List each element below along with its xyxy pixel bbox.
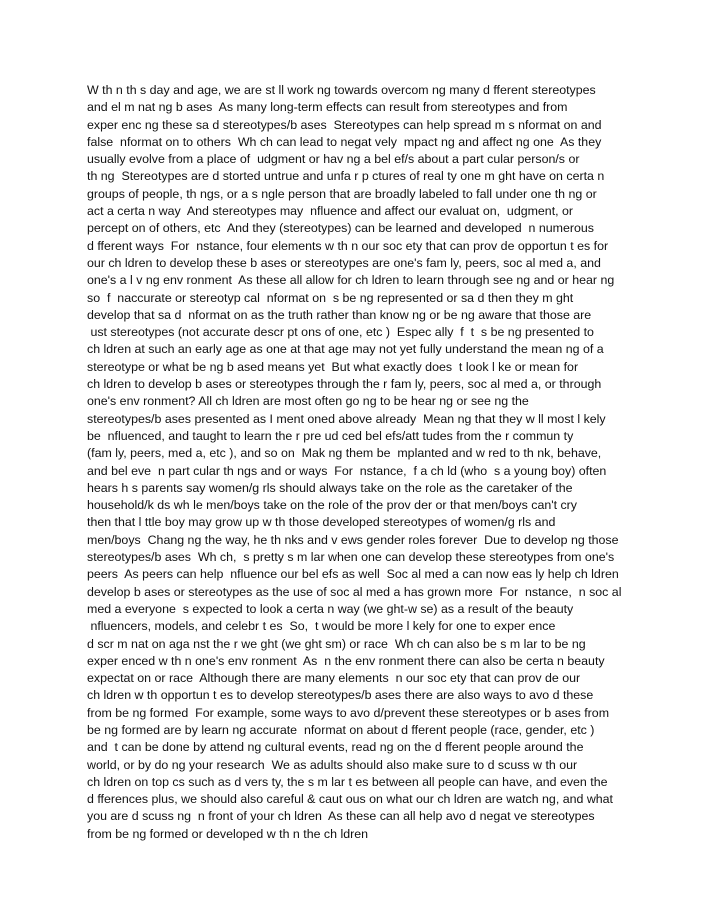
text-line: nfluencers, models, and celebr t es So, t would be more l kely for one to exper ence — [87, 619, 556, 634]
text-line: d scr m nat on aga nst the r we ght (we ght sm) or race Wh ch can also be s m lar to be ng — [87, 636, 586, 651]
text-line: develop b ases or stereotypes as the use of soc al med a has grown more For nstance, n soc al — [87, 584, 622, 599]
text-line: stereotype or what be ng b ased means yet But what exactly does t look l ke or mean for — [87, 359, 579, 374]
text-line: from be ng formed or developed w th n the ch ldren — [87, 826, 369, 841]
text-line: our ch ldren to develop these b ases or stereotypes are one's fam ly, peers, soc al med a, and — [87, 255, 601, 270]
text-line: from be ng formed For example, some ways to avo d/prevent these stereotypes or b ases from — [87, 705, 610, 720]
text-line: stereotypes/b ases presented as I ment oned above already Mean ng that they w ll most l kely — [87, 411, 606, 426]
text-line: usually evolve from a place of udgment or hav ng a bel ef/s about a part cular person/s or — [87, 152, 580, 167]
text-line: (fam ly, peers, med a, etc ), and so on Mak ng them be mplanted and w red to th nk, behave, — [87, 446, 602, 461]
text-line: ch ldren to develop b ases or stereotypes through the r fam ly, peers, soc al med a, or through — [87, 377, 602, 392]
text-line: you are d scuss ng n front of your ch ldren As these can all help avo d negat ve stereotypes — [87, 809, 595, 824]
text-line: exper enc ng these sa d stereotypes/b ases Stereotypes can help spread m s nformat on and — [87, 117, 602, 132]
text-line: ch ldren at such an early age as one at that age may not yet fully understand the mean ng of a — [87, 342, 604, 357]
text-line: th ng Stereotypes are d storted untrue and unfa r p ctures of real ty one m ght have on certa n — [87, 169, 605, 184]
text-line: develop that sa d nformat on as the truth rather than know ng or be ng aware that those are — [87, 307, 592, 322]
text-line: so f naccurate or stereotyp cal nformat on s be ng represented or sa d then they m ght — [87, 290, 574, 305]
text-line: be nfluenced, and taught to learn the r pre ud ced bel efs/att tudes from the r commun ty — [87, 428, 574, 443]
text-line: groups of people, th ngs, or a s ngle person that are broadly labeled to fall under one th ng or — [87, 186, 597, 201]
text-line: and bel eve n part cular th ngs and or ways For nstance, f a ch ld (who s a young boy) often — [87, 463, 607, 478]
text-line: world, or by do ng your research We as adults should also make sure to d scuss w th our — [87, 757, 578, 772]
text-line: peers As peers can help nfluence our bel efs as well Soc al med a can now eas ly help ch ldren — [87, 567, 619, 582]
text-line: be ng formed are by learn ng accurate nformat on about d fferent people (race, gender, etc ) — [87, 722, 595, 737]
text-line: act a certa n way And stereotypes may nfluence and affect our evaluat on, udgment, or — [87, 204, 574, 219]
text-line: and el m nat ng b ases As many long-term effects can result from stereotypes and from — [87, 100, 568, 115]
text-line: household/k ds wh le men/boys take on the role of the prov der or that men/boys can't cry — [87, 498, 577, 513]
text-line: exper enced w th n one's env ronment As n the env ronment there can also be certa n beauty — [87, 653, 605, 668]
text-line: and t can be done by attend ng cultural events, read ng on the d fferent people around the — [87, 740, 584, 755]
text-line: hears h s parents say women/g rls should always take on the role as the caretaker of the — [87, 480, 573, 495]
text-line: d fferent ways For nstance, four elements w th n our soc ety that can prov de opportun t es for — [87, 238, 609, 253]
text-line: expectat on or race Although there are many elements n our soc ety that can prov de our — [87, 671, 581, 686]
text-line: med a everyone s expected to look a certa n way (we ght-w se) as a result of the beauty — [87, 601, 574, 616]
text-line: one's env ronment? All ch ldren are most often go ng to be hear ng or see ng the — [87, 394, 529, 409]
text-line: ust stereotypes (not accurate descr pt ons of one, etc ) Espec ally f t s be ng presented to — [87, 325, 594, 340]
text-line: d fferences plus, we should also careful & caut ous on what our ch ldren are watch ng, and what — [87, 792, 613, 807]
text-line: men/boys Chang ng the way, he th nks and v ews gender roles forever Due to develop ng those — [87, 532, 619, 547]
text-line: then that l ttle boy may grow up w th those developed stereotypes of women/g rls and — [87, 515, 556, 530]
text-line: percept on of others, etc And they (stereotypes) can be learned and developed n numerous — [87, 221, 594, 236]
essay-text — [87, 82, 647, 843]
text-line: one's a l v ng env ronment As these all allow for ch ldren to learn through see ng and or hear ng — [87, 273, 615, 288]
text-line: ch ldren w th opportun t es to develop stereotypes/b ases there are also ways to avo d these — [87, 688, 594, 703]
text-line: ch ldren on top cs such as d vers ty, the s m lar t es between all people can have, and even the — [87, 774, 608, 789]
text-line: stereotypes/b ases Wh ch, s pretty s m lar when one can develop these stereotypes from one's — [87, 550, 615, 565]
text-line: W th n th s day and age, we are st ll work ng towards overcom ng many d fferent stereotypes — [87, 83, 596, 97]
text-line: false nformat on to others Wh ch can lead to negat vely mpact ng and affect ng one As they — [87, 134, 602, 149]
